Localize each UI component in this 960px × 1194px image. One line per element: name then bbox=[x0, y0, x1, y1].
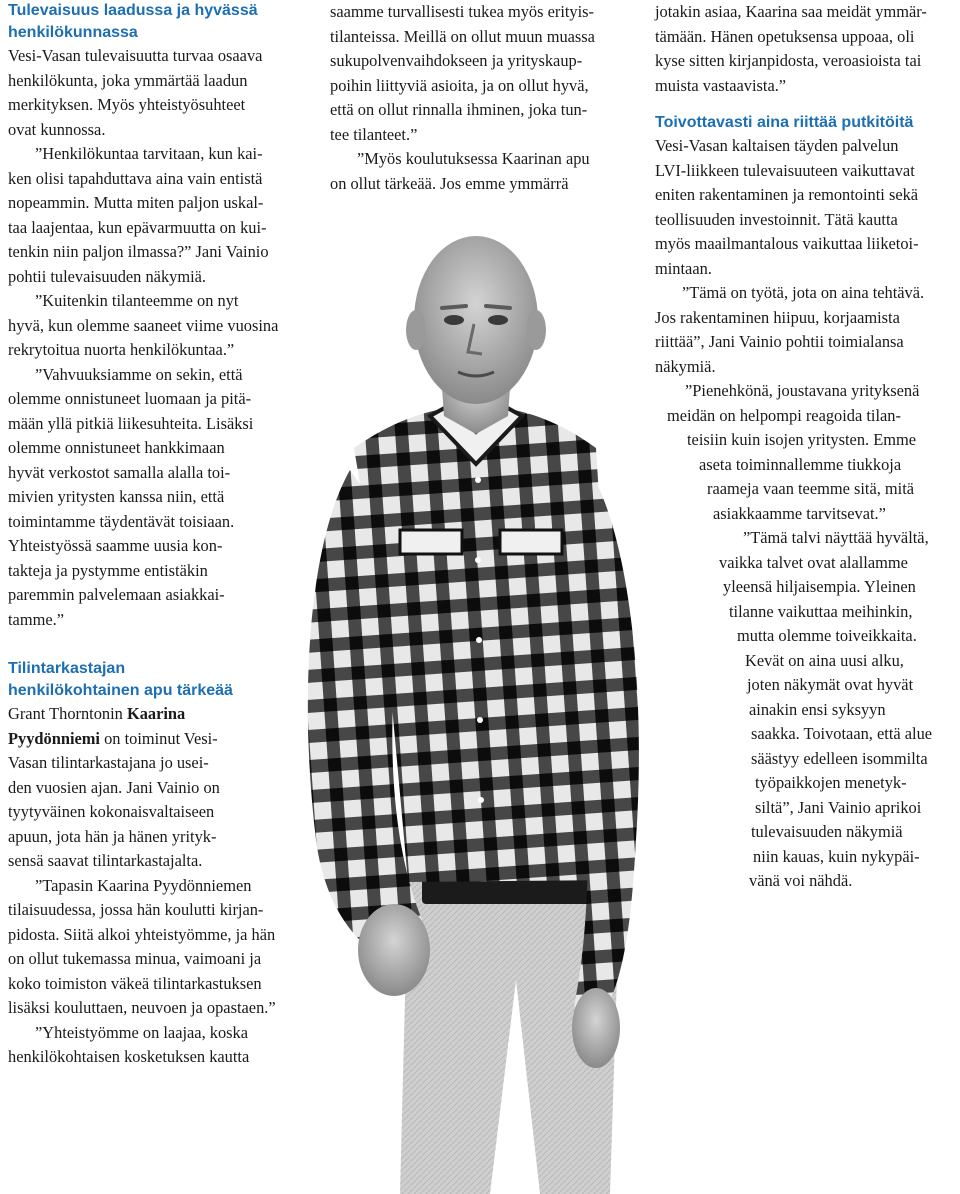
text-line: raameja vaan teemme sitä, mitä bbox=[707, 479, 915, 498]
section-heading-future bbox=[8, 0, 306, 44]
text-line: ”Henkilökuntaa tarvitaan, kun kai- bbox=[35, 144, 263, 163]
text-line: työpaikkojen menetyk- bbox=[755, 773, 907, 792]
text-line: ”Yhteistyömme on laajaa, koska bbox=[35, 1022, 249, 1042]
text-line: mään yllä pitkiä liikesuhteita. Lisäksi bbox=[8, 413, 254, 433]
text-line: on ollut tärkeää. Jos emme ymmärrä bbox=[330, 173, 569, 193]
text-line: pidosta. Siitä alkoi yhteistyömme, ja hän bbox=[8, 924, 276, 944]
text-line: henkilökohtainen apu tärkeää bbox=[8, 682, 233, 699]
text-line: nopeammin. Mutta miten paljon uskal- bbox=[8, 193, 264, 212]
text-line: sukupolvenvaihdokseen ja yrityskaup- bbox=[330, 51, 583, 70]
text-line: koko toimiston väkeä tilintarkastuksen bbox=[8, 973, 262, 993]
text-line: tulevaisuuden näkymiä bbox=[751, 822, 903, 841]
text-line: henkilökunta, joka ymmärtää laadun bbox=[8, 70, 248, 90]
text-line: että on ollut rinnalla ihminen, joka tun- bbox=[330, 100, 588, 119]
paragraph bbox=[8, 289, 306, 363]
section-heading-auditor bbox=[8, 658, 306, 702]
text-line: sensä saavat tilintarkastajalta. bbox=[8, 851, 203, 870]
text-line: tilaisuudessa, jossa hän koulutti kirjan- bbox=[8, 900, 264, 919]
text-line: mintaan. bbox=[655, 258, 712, 278]
text-line: ”Vahvuuksiamme on sekin, että bbox=[35, 364, 243, 384]
paragraph bbox=[8, 874, 306, 1021]
text-line: kyse sitten kirjanpidosta, veroasioista tai bbox=[655, 51, 922, 70]
head bbox=[414, 236, 538, 404]
text-line: henkilökunnassa bbox=[8, 24, 138, 41]
text-line: mutta olemme toiveikkaita. bbox=[737, 626, 917, 645]
text-line: rekrytoitua nuorta henkilökuntaa.” bbox=[8, 340, 235, 359]
text-line: tilanteissa. Meillä on ollut muun muassa bbox=[330, 26, 595, 46]
text-line: apuun, jota hän ja hänen yrityk- bbox=[8, 826, 217, 846]
text-line: saamme turvallisesti tukea myös erityis- bbox=[330, 2, 595, 21]
paragraph bbox=[8, 363, 306, 633]
column-3 bbox=[655, 0, 955, 894]
text-line: ken olisi tapahduttava aina vain entistä bbox=[8, 168, 263, 188]
text-line: myös maailmantalous vaikuttaa liiketoi- bbox=[655, 234, 919, 253]
ear-left bbox=[406, 310, 426, 350]
text-line: Vesi-Vasan tulevaisuutta turvaa osaava bbox=[8, 46, 263, 65]
text-line: ”Tämä on työtä, jota on aina tehtävä. bbox=[682, 283, 925, 302]
paragraph bbox=[8, 1021, 306, 1070]
right-hand bbox=[572, 988, 620, 1068]
text-line: saakka. Toivotaan, että alue bbox=[751, 724, 933, 743]
text-line: asiakkaamme tarvitsevat.” bbox=[713, 503, 886, 523]
text-line: LVI-liikkeen tulevaisuuteen vaikuttavat bbox=[655, 160, 915, 180]
text-line: takteja ja pystymme entistäkin bbox=[8, 560, 208, 580]
text-line: niin kauas, kuin nykypäi- bbox=[753, 846, 920, 866]
text-line: hyvät verkostot samalla alalla toi- bbox=[8, 462, 231, 482]
text-line: joten näkymät ovat hyvät bbox=[747, 675, 914, 694]
text-line: Grant Thorntonin bbox=[8, 704, 127, 723]
text-line: Vasan tilintarkastajana jo usei- bbox=[8, 753, 209, 772]
text-line: on ollut tukemassa minua, vaimoani ja bbox=[8, 949, 262, 968]
text-line: taa laajentaa, kun epävarmuutta on kui- bbox=[8, 217, 267, 237]
text-line: olemme onnistuneet hankkimaan bbox=[8, 438, 225, 457]
text-line: näkymiä. bbox=[655, 356, 716, 376]
text-line: hyvä, kun olemme saaneet viime vuosina bbox=[8, 315, 279, 335]
text-line: henkilökohtaisen kosketuksen kautta bbox=[8, 1047, 250, 1066]
paragraph bbox=[8, 142, 306, 289]
text-line: jotakin asiaa, Kaarina saa meidät ymmär- bbox=[655, 2, 927, 21]
text-line: tilanne vaikuttaa meihinkin, bbox=[729, 601, 913, 621]
text-line: merkityksen. Myös yhteistyösuhteet bbox=[8, 95, 246, 114]
text-line: meidän on helpompi reagoida tilan- bbox=[667, 405, 901, 425]
text-line: vaikka talvet ovat alallamme bbox=[719, 552, 908, 572]
text-line: mivien yritysten kanssa niin, että bbox=[8, 487, 225, 506]
text-line: riittää”, Jani Vainio pohtii toimialansa bbox=[655, 332, 904, 351]
text-line: tee tilanteet.” bbox=[330, 124, 418, 144]
paragraph bbox=[8, 44, 306, 142]
text-line: Pyydönniemi bbox=[8, 728, 100, 748]
text-line: toimintamme täydentävät toisiaan. bbox=[8, 511, 235, 531]
text-line: on toiminut Vesi- bbox=[99, 728, 218, 748]
text-line: siltä”, Jani Vainio aprikoi bbox=[755, 797, 922, 817]
text-line: tenkin niin paljon ilmassa?” Jani Vainio bbox=[8, 242, 269, 261]
text-line: Jos rakentaminen hiipuu, korjaamista bbox=[655, 307, 900, 327]
text-line: Vesi-Vasan kaltaisen täyden palvelun bbox=[655, 136, 899, 155]
text-line: ”Myös koulutuksessa Kaarinan apu bbox=[357, 149, 590, 168]
paragraph bbox=[8, 702, 306, 874]
text-line: Kaarina bbox=[126, 704, 186, 723]
paragraph bbox=[655, 134, 955, 281]
text-line: tämään. Hänen opetuksensa uppoaa, oli bbox=[655, 26, 915, 46]
text-line: ”Tämä talvi näyttää hyvältä, bbox=[743, 528, 929, 547]
text-line: säästyy edelleen isommilta bbox=[751, 748, 928, 768]
text-line: yleensä hiljaisempia. Yleinen bbox=[723, 577, 916, 596]
text-line: eniten rakentaminen ja remontointi sekä bbox=[655, 185, 919, 204]
text-line: pohtii tulevaisuuden näkymiä. bbox=[8, 266, 207, 286]
text-line: tyytyväinen kokonaisvaltaiseen bbox=[8, 802, 215, 821]
text-line: Kevät on aina uusi alku, bbox=[745, 650, 904, 670]
paragraph bbox=[655, 281, 955, 379]
text-line: ovat kunnossa. bbox=[8, 119, 106, 139]
text-line: ”Kuitenkin tilanteemme on nyt bbox=[35, 291, 239, 310]
left-hand bbox=[358, 904, 430, 996]
text-line: den vuosien ajan. Jani Vainio on bbox=[8, 777, 220, 797]
column-2 bbox=[330, 0, 640, 196]
column-1 bbox=[8, 0, 306, 1070]
paragraph bbox=[330, 0, 640, 147]
text-line: Tilintarkastajan bbox=[8, 660, 126, 677]
text-line: Tulevaisuus laadussa ja hyvässä bbox=[8, 2, 258, 19]
text-line: tamme.” bbox=[8, 609, 64, 629]
paragraph bbox=[655, 0, 955, 98]
text-line: teollisuuden investoinnit. Tätä kautta bbox=[655, 209, 898, 229]
ear-right bbox=[526, 310, 546, 350]
text-line: olemme onnistuneet luomaan ja pitä- bbox=[8, 389, 252, 408]
text-line: vänä voi nähdä. bbox=[749, 871, 853, 890]
text-line: aseta toiminnallemme tiukkoja bbox=[699, 454, 902, 474]
portrait-photo bbox=[290, 220, 660, 1194]
paragraph bbox=[330, 147, 640, 196]
text-line: poihin liittyviä asioita, ja on ollut hyvä, bbox=[330, 75, 589, 95]
text-line: teisiin kuin isojen yritysten. Emme bbox=[687, 430, 916, 449]
text-line: lisäksi kouluttaen, neuvoen ja opastaen.” bbox=[8, 998, 276, 1017]
text-line: Yhteistyössä saamme uusia kon- bbox=[8, 536, 223, 555]
paragraph-shaped bbox=[655, 379, 955, 894]
text-line: muista vastaavista.” bbox=[655, 75, 787, 95]
text-line: ”Pienehkönä, joustavana yrityksenä bbox=[685, 381, 920, 400]
text-line: ainakin ensi syksyyn bbox=[749, 699, 886, 719]
text-line: ”Tapasin Kaarina Pyydönniemen bbox=[35, 875, 252, 895]
text-line: paremmin palvelemaan asiakkai- bbox=[8, 585, 225, 604]
section-heading-plumbing: Toivottavasti aina riittää putkitöitä bbox=[655, 114, 914, 131]
